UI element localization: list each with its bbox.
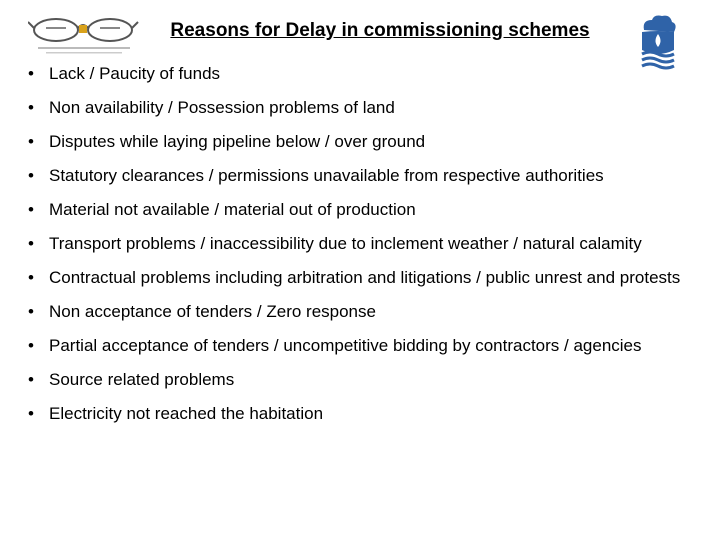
list-item-text: Lack / Paucity of funds <box>49 64 221 83</box>
bullet-icon: • <box>28 370 34 389</box>
bullet-icon: • <box>28 336 34 355</box>
list-item-text: Disputes while laying pipeline below / over ground <box>49 132 426 151</box>
list-item-text: Statutory clearances / permissions unavailable from respective authorities <box>49 166 604 185</box>
list-item-text: Source related problems <box>49 370 235 389</box>
list-item <box>28 266 688 290</box>
bullet-icon: • <box>28 268 34 287</box>
swachh-bharat-logo-graphic <box>28 14 140 58</box>
list-item <box>28 368 688 392</box>
bullet-icon: • <box>28 98 34 117</box>
list-item <box>28 334 688 358</box>
list-item <box>28 300 688 324</box>
list-item-text: Electricity not reached the habitation <box>49 404 324 423</box>
swachh-bharat-logo <box>28 14 140 58</box>
list-item <box>28 198 688 222</box>
list-item-text: Non availability / Possession problems of land <box>49 98 395 117</box>
list-item-text: Contractual problems including arbitration and litigations / public unrest and protests <box>49 268 681 287</box>
list-item <box>28 164 688 188</box>
list-item <box>28 130 688 154</box>
bullet-icon: • <box>28 132 34 151</box>
list-item-text: Material not available / material out of production <box>49 200 416 219</box>
bullet-icon: • <box>28 302 34 321</box>
bullet-icon: • <box>28 200 34 219</box>
list-item-text: Partial acceptance of tenders / uncompetitive bidding by contractors / agencies <box>49 336 642 355</box>
bullet-icon: • <box>28 64 34 83</box>
list-item <box>28 402 688 426</box>
reasons-list <box>28 62 688 436</box>
bullet-icon: • <box>28 166 34 185</box>
list-item <box>28 96 688 120</box>
list-item-text: Transport problems / inaccessibility due to inclement weather / natural calamity <box>49 234 642 253</box>
list-item <box>28 232 688 256</box>
list-item-text: Non acceptance of tenders / Zero response <box>49 302 376 321</box>
bullet-icon: • <box>28 404 34 423</box>
bullet-icon: • <box>28 234 34 253</box>
list-item <box>28 62 688 86</box>
slide-title: Reasons for Delay in commissioning schemes <box>170 20 590 41</box>
